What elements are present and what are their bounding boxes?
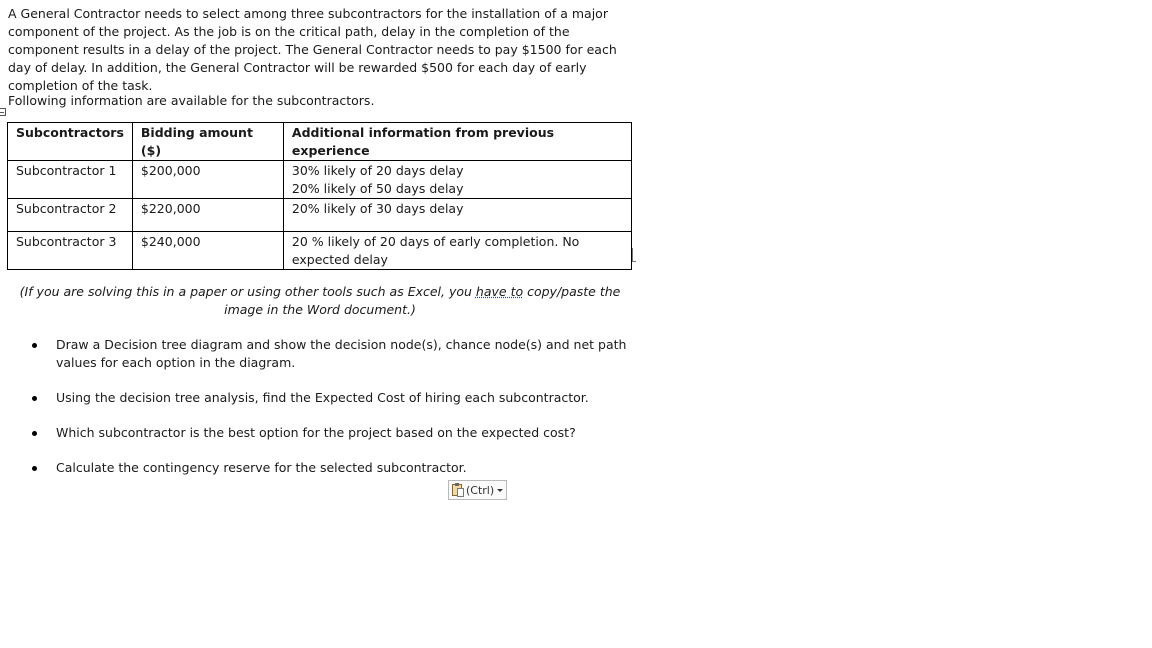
list-item [0,336,640,372]
header-subcontractors: Subcontractors [8,123,133,161]
subcontractor-name: Subcontractor 1 [8,161,133,199]
info-line: 20 % likely of 20 days of early completion. No expected delay [291,234,580,267]
table-end-marker [632,248,636,262]
list-item [0,459,640,477]
info-line: 20% likely of 30 days delay [291,201,464,216]
table-row [8,232,632,270]
task-text: Draw a Decision tree diagram and show the decision node(s), chance node(s) and net path values for each option in the diagram. [56,337,627,370]
info-line: 30% likely of 20 days delay [291,163,464,178]
info-cell [283,232,631,270]
following-paragraph: Following information are available for the subcontractors. [8,93,375,108]
info-line: 20% likely of 50 days delay [291,181,464,196]
bullet-icon [32,466,37,471]
instruction-note [8,283,632,319]
task-text: Which subcontractor is the best option for the project based on the expected cost? [56,425,576,440]
paste-options-button[interactable] [448,480,507,500]
table-header-row [8,123,632,161]
list-item [0,424,640,442]
bullet-icon [32,431,37,436]
bid-amount: $220,000 [132,199,283,232]
subcontractor-table [7,122,632,270]
bullet-icon [32,343,37,348]
list-item [0,389,640,407]
grammar-flagged-text[interactable]: have to [475,284,524,299]
note-text-before: (If you are solving this in a paper or using other tools such as Excel, you [19,284,476,299]
header-additional-info: Additional information from previous experience [283,123,631,161]
header-bidding-amount: Bidding amount ($) [132,123,283,161]
info-cell [283,161,631,199]
clipboard-icon [452,483,464,497]
table-anchor-icon[interactable] [0,108,6,116]
task-text: Calculate the contingency reserve for the selected subcontractor. [56,460,467,475]
paste-options-label: (Ctrl) [466,483,495,497]
info-cell [283,199,631,232]
bullet-icon [32,396,37,401]
table-row [8,161,632,199]
subcontractor-name: Subcontractor 2 [8,199,133,232]
note-text-after: copy/paste the image in the Word document.) [224,284,621,317]
task-text: Using the decision tree analysis, find the Expected Cost of hiring each subcontractor. [56,390,589,405]
chevron-down-icon [497,489,503,492]
subcontractor-name: Subcontractor 3 [8,232,133,270]
task-list [0,336,640,494]
bid-amount: $200,000 [132,161,283,199]
intro-paragraph: A General Contractor needs to select among three subcontractors for the installation of a major component of the project. As the job is on the critical path, delay in the completion of the component results in a delay of the project. The General Contractor needs to pay $1500 for each day of delay. In addition, the General Contractor will be rewarded $500 for each day of early completion of the task. [8,6,617,93]
table-row [8,199,632,232]
bid-amount: $240,000 [132,232,283,270]
